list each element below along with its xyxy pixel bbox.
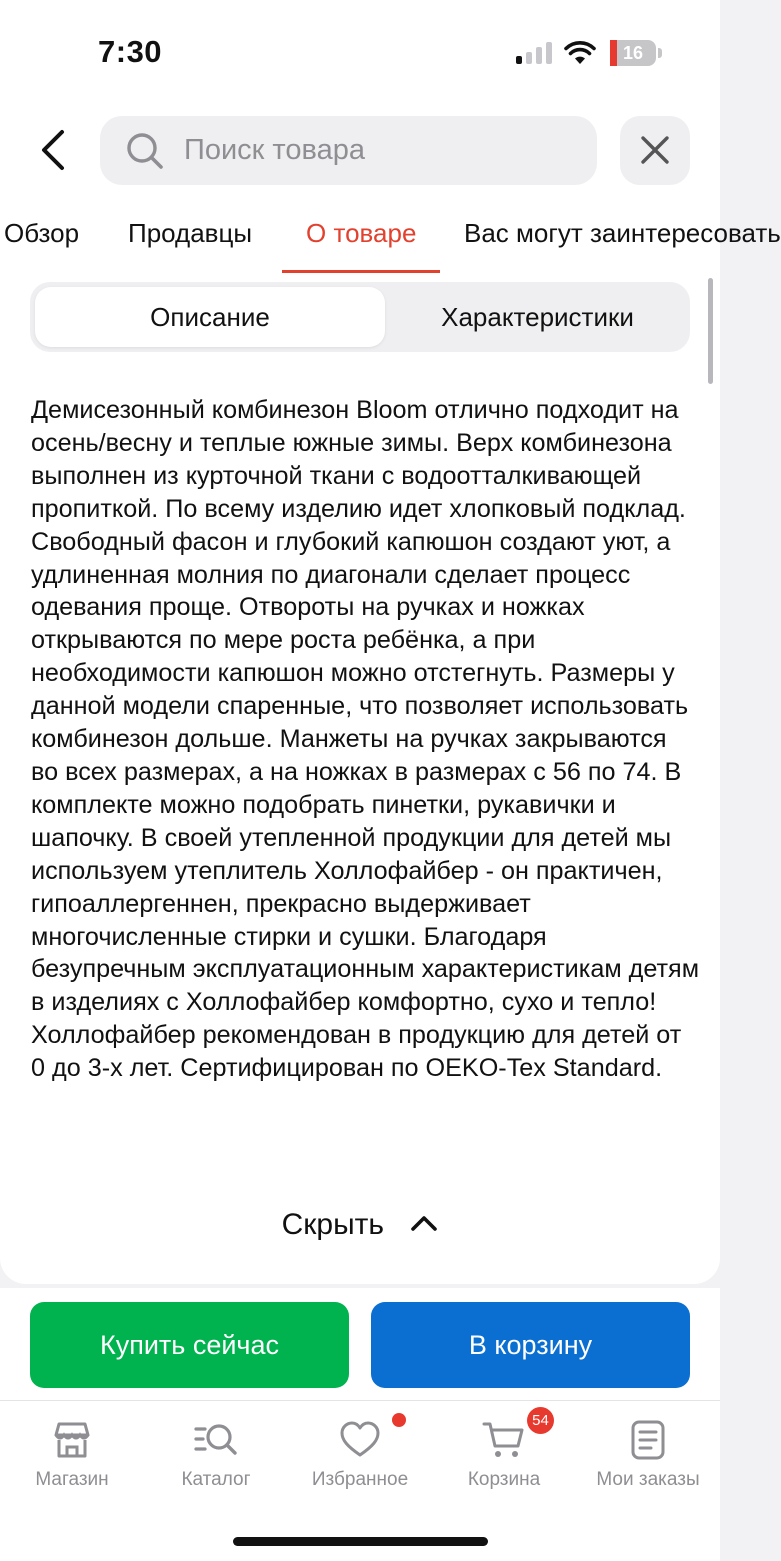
segment-characteristics[interactable]: Характеристики	[441, 302, 634, 332]
nav-label-cart: Корзина	[467, 1469, 541, 1490]
close-button[interactable]	[620, 116, 690, 185]
search-input[interactable]	[184, 116, 574, 185]
nav-label-favorites: Избранное	[311, 1469, 409, 1490]
search-icon	[126, 132, 164, 170]
cellular-signal-icon	[516, 42, 552, 64]
nav-item-cart[interactable]	[432, 1419, 576, 1491]
heart-icon	[339, 1419, 381, 1461]
orders-icon	[627, 1419, 669, 1461]
add-to-cart-button[interactable]: В корзину	[371, 1302, 690, 1388]
nav-item-store[interactable]	[0, 1419, 144, 1491]
scrollbar[interactable]	[708, 278, 713, 384]
search-field[interactable]	[100, 116, 597, 185]
tab-overview[interactable]: Обзор	[4, 218, 80, 248]
cart-count-badge: 54	[527, 1407, 554, 1434]
chevron-up-icon	[410, 1214, 438, 1232]
back-chevron-icon[interactable]	[30, 126, 78, 174]
close-icon	[640, 135, 670, 165]
status-time: 7:30	[98, 34, 163, 69]
nav-item-favorites[interactable]	[288, 1419, 432, 1491]
battery-level-text: 16	[622, 43, 644, 63]
segmented-control	[30, 282, 690, 352]
store-icon	[51, 1419, 93, 1461]
purchase-action-bar	[0, 1288, 720, 1400]
battery-tip	[658, 48, 662, 58]
product-description: Демисезонный комбинезон Bloom отлично подходит на осень/весну и теплые южные зимы. Верх комбинезона выполнен из курточной ткани с водоотталкивающей пропиткой. По всему изделию идет хлопковый подклад. Свободный фасон и глубокий капюшон создают уют, а удлиненная молния по диагонали сделает процесс одевания проще. Отвороты на ручках и ножках открываются по мере роста ребёнка, а при необходимости капюшон можно отстегнуть. Размеры у данной модели спаренные, что позволяет использовать комбинезон дольше. Манжеты на ручках закрываются во всех размерах, а на ножках в размерах с 56 по 74. В комплекте можно подобрать пинетки, рукавички и шапочку. В своей утепленной продукции для детей мы используем утеплитель Холлофайбер - он практичен, гипоаллергеннен, прекрасно выдерживает многочисленные стирки и сушки. Благодаря безупречным эксплуатационным характеристикам детям в изделиях с Холлофайбер комфортно, сухо и тепло! Холлофайбер рекомендован в продукцию для детей от 0 до 3-х лет. Сертифицирован по OEKO-Tex Standard.	[31, 396, 700, 1083]
tab-recommended[interactable]: Вас могут заинтересовать	[464, 218, 781, 248]
active-tab-indicator	[282, 270, 440, 273]
collapse-label: Скрыть	[281, 1208, 385, 1241]
nav-item-catalog[interactable]	[144, 1419, 288, 1491]
tab-sellers[interactable]: Продавцы	[128, 218, 253, 248]
catalog-search-icon	[193, 1419, 239, 1461]
cart-icon	[482, 1419, 526, 1461]
home-indicator[interactable]	[233, 1537, 488, 1546]
buy-now-button[interactable]: Купить сейчас	[30, 1302, 349, 1388]
wifi-icon	[564, 40, 596, 66]
section-tabs	[0, 200, 781, 276]
battery-icon	[610, 40, 656, 66]
nav-label-store: Магазин	[35, 1469, 109, 1490]
nav-label-catalog: Каталог	[181, 1469, 251, 1490]
collapse-button[interactable]	[0, 1208, 720, 1242]
segment-description[interactable]: Описание	[35, 287, 385, 347]
nav-label-orders: Мои заказы	[596, 1469, 700, 1490]
tab-about-product[interactable]: О товаре	[306, 218, 417, 248]
favorites-notification-dot	[392, 1413, 406, 1427]
nav-item-orders[interactable]	[576, 1419, 720, 1491]
